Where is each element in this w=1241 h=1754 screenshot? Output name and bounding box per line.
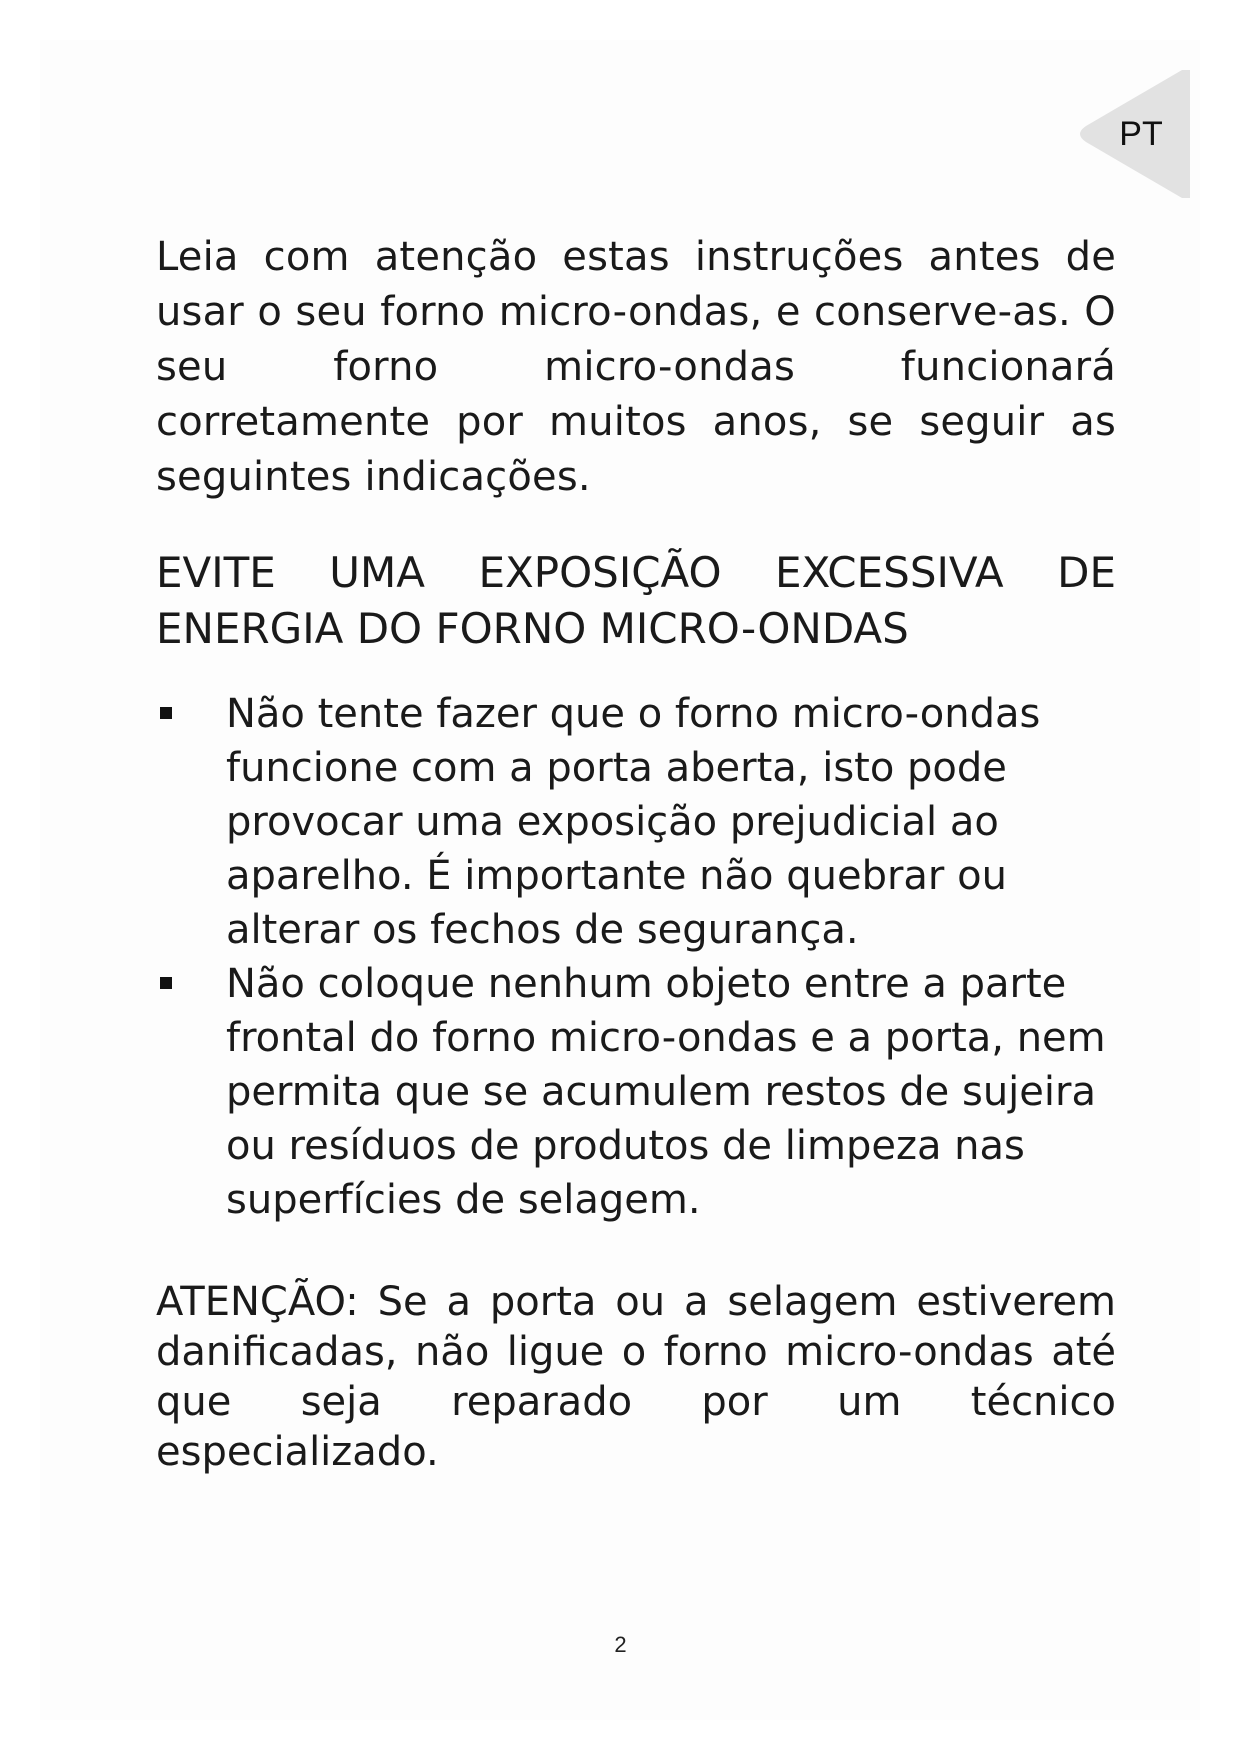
square-bullet-icon xyxy=(160,707,172,719)
intro-paragraph: Leia com atenção estas instruções antes de usar o seu forno micro-ondas, e conserve-as. O seu forno micro-ondas funcionará corretamente por muitos anos, se seguir as seguintes indicações. xyxy=(156,234,1116,500)
safety-bullet-list xyxy=(156,687,1116,1227)
square-bullet-icon xyxy=(160,977,172,989)
language-tab xyxy=(1072,70,1190,198)
bullet-item xyxy=(156,957,1116,1227)
language-label: PT xyxy=(1119,115,1163,153)
warning-paragraph: ATENÇÃO: Se a porta ou a selagem estiverem danificadas, não ligue o forno micro-ondas até que seja reparado por um técnico especializado. xyxy=(156,1279,1116,1475)
bullet-text: Não tente fazer que o forno micro-ondas funcione com a porta aberta, isto pode provocar uma exposição prejudicial ao aparelho. É importante não quebrar ou alterar os fechos de segurança. xyxy=(226,691,1041,953)
page-number: 2 xyxy=(614,1632,627,1657)
bullet-text: Não coloque nenhum objeto entre a parte frontal do forno micro-ondas e a porta, nem permita que se acumulem restos de sujeira ou resíduos de produtos de limpeza nas superfícies de selagem. xyxy=(226,961,1106,1223)
bullet-item xyxy=(156,687,1116,957)
section-heading: EVITE UMA EXPOSIÇÃO EXCESSIVA DE ENERGIA DO FORNO MICRO-ONDAS xyxy=(156,548,1116,653)
main-content xyxy=(156,230,1116,1477)
